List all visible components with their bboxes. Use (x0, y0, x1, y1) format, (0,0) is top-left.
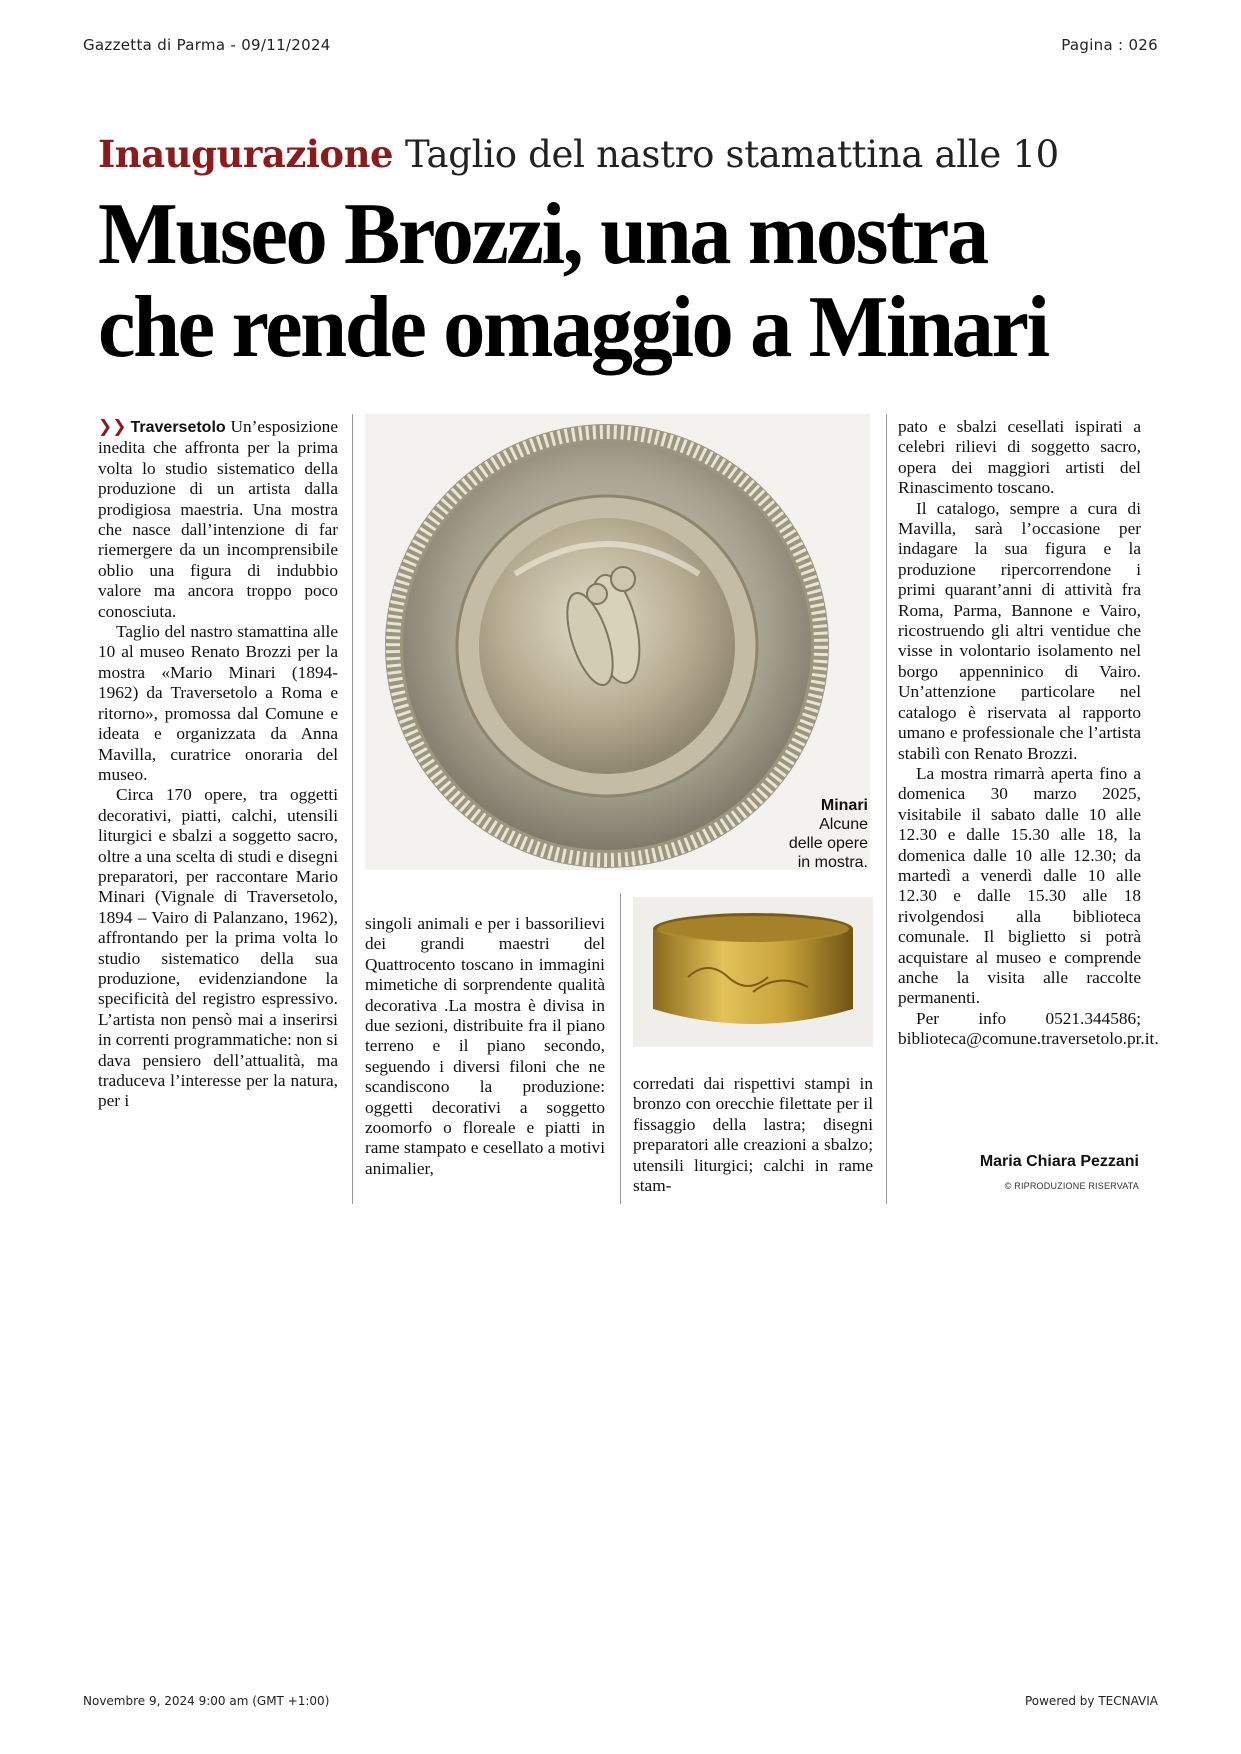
header-page-number: Pagina : 026 (1061, 36, 1158, 54)
column-divider (620, 893, 621, 1204)
article-column-4 (898, 417, 1159, 1050)
chevron-icon: ❯❯ (98, 417, 127, 437)
rights-notice: © RIPRODUZIONE RISERVATA (1004, 1181, 1139, 1191)
article-paragraph-5: La mostra rimarrà aperta fino a domenica 30 marzo 2025, visitabile il sabato dalle 10 alle 12.30 e dalle 15.30 alle 18, la domenica dalle 10 alle 12.30; da martedì a venerdì dalle 10 alle 12.30 e dalle 15.30 alle 18 rivolgendosi alla biblioteca comunale. Il biglietto si potrà acquistare al museo e comprende anche la visita alle raccolte permanenti. (898, 763, 1141, 1008)
article-column-2 (365, 914, 605, 1179)
article-paragraph-1-text: Un’esposizione inedita che affronta per la prima volta lo studio sistematico della produzione di un artista dalla prodigiosa maestria. Una mostra che nasce dall’intenzione di far riemergere da un incomprensibile oblio una figura di indubbio valore ma ancora troppo poco conosciuta. (98, 417, 338, 621)
bracelet-photo (633, 897, 873, 1047)
article-paragraph-3: Circa 170 opere, tra oggetti decorativi, piatti, calchi, utensili liturgici e sbalzi a soggetto sacro, oltre a una scelta di studi e disegni preparatori, per raccontare Mario Minari (Vignale di Traversetolo, 1894 – Vairo di Palanzano, 1962), affrontando per la prima volta lo studio sistematico della sua produzione, evidenziandone la specificità del registro espressivo. L’artista non pensò mai a inserirsi in correnti programmatiche: non si dava pensiero dell’attualità, ma traduceva l’interesse per la natura, per i (98, 785, 338, 1111)
kicker-label: Inaugurazione (98, 132, 394, 176)
caption-line-3: in mostra. (797, 854, 868, 871)
byline: Maria Chiara Pezzani (979, 1153, 1139, 1170)
footer-timestamp: Novembre 9, 2024 9:00 am (GMT +1:00) (83, 1694, 330, 1708)
article-column-3 (633, 1074, 873, 1196)
article-column-1 (98, 417, 338, 1112)
headline (98, 188, 1116, 374)
article-paragraph-4: Il catalogo, sempre a cura di Mavilla, sarà l’occasione per indagare la sua figura e la produzione ripercorrendone i primi quarant’anni di attività fra Roma, Parma, Bannone e Vairo, ricostruendo gli altri ventidue che visse in volontario isolamento nel borgo appenninico di Vairo. Un’attenzione particolare nel catalogo è riservata al rapporto umano e professionale che l’artista stabilì con Renato Brozzi. (898, 498, 1141, 763)
kicker-text: Taglio del nastro stamattina alle 10 (405, 133, 1059, 176)
dateline-location: Traversetolo (130, 419, 226, 436)
article-paragraph-3-continued-2: corredati dai rispettivi stampi in bronzo con orecchie filettate per il fissaggio della lastra; disegni preparatori alle creazioni a sbalzo; utensili liturgici; calchi in rame stam- (633, 1074, 873, 1196)
caption-title: Minari (820, 797, 868, 814)
article-paragraph-3-continued: singoli animali e per i bassorilievi dei grandi maestri del Quattrocento toscano in immagini mimetiche di sorprendente qualità decorativa .La mostra è divisa in due sezioni, distribuite fra il piano terreno e il piano secondo, seguendo i diversi filoni che ne scandiscono la produzione: oggetti decorativi a soggetto zoomorfo o floreale e piatti in rame stampato e cesellato a motivi animalier, (365, 914, 605, 1178)
column-divider (886, 414, 887, 1204)
footer-powered-by: Powered by TECNAVIA (1024, 1694, 1158, 1708)
headline-line-2: che rende omaggio a Minari (98, 279, 1048, 376)
article-paragraph-6: Per info 0521.344586; biblioteca@comune.traversetolo.pr.it. (898, 1008, 1159, 1049)
caption-line-1: Alcune (819, 816, 868, 833)
article-paragraph-3-end: pato e sbalzi cesellati ispirati a celebri rilievi di soggetto sacro, opera dei maggiori artisti del Rinascimento toscano. (898, 417, 1141, 498)
article-paragraph-1 (98, 417, 338, 622)
column-divider (352, 414, 353, 1204)
photo-caption (760, 796, 868, 872)
caption-line-2: delle opere (788, 835, 868, 852)
headline-line-1: Museo Brozzi, una mostra (98, 186, 987, 283)
article-paragraph-2: Taglio del nastro stamattina alle 10 al museo Renato Brozzi per la mostra «Mario Minari (1894-1962) da Traversetolo a Roma e ritorno», promossa dal Comune e ideata e organizzata da Anna Mavilla, curatrice onoraria del museo. (98, 622, 338, 784)
header-source-date: Gazzetta di Parma - 09/11/2024 (83, 36, 331, 54)
gold-bracelet-image (633, 897, 873, 1047)
kicker (98, 132, 1059, 176)
